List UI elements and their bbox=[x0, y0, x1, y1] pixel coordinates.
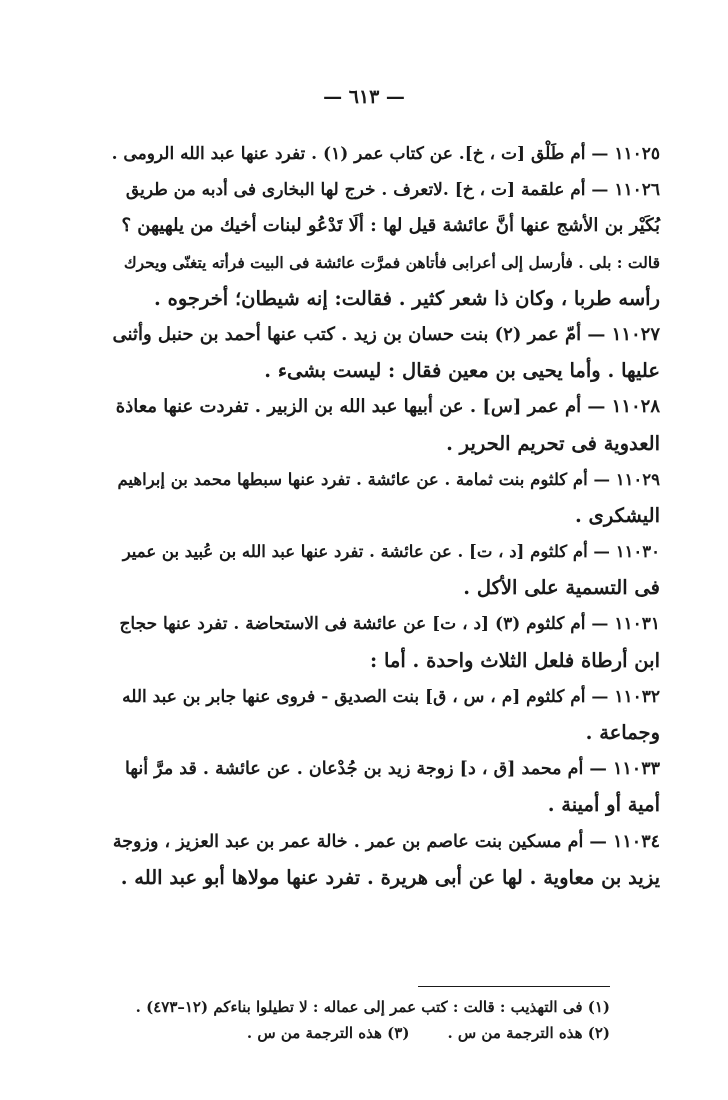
body-text bbox=[112, 136, 660, 896]
text-line: ١١٠٢٨ — أم عمر [س] . عن أبيها عبد الله بن الزبير . تفردت عنها معاذة bbox=[115, 396, 660, 418]
text-line: اليشكرى . bbox=[574, 503, 660, 527]
entry-11029 bbox=[112, 462, 660, 534]
text-line: ١١٠٣٣ — أم محمد [ق ، د] زوجة زيد بن جُدْعان . عن عائشة . قد مرَّ أنها bbox=[124, 759, 660, 780]
footnote-2: (٢) هذه الترجمة من س . bbox=[447, 1024, 610, 1042]
footnote-divider bbox=[418, 986, 610, 987]
entry-11031 bbox=[112, 606, 660, 678]
text-line: ابن أرطاة فلعل الثلاث واحدة . أما : bbox=[369, 648, 660, 672]
entry-11032 bbox=[112, 679, 660, 751]
text-line: فى التسمية على الأكل . bbox=[463, 576, 660, 600]
text-line: ١١٠٢٩ — أم كلثوم بنت ثمامة . عن عائشة . تفرد عنها سبطها محمد بن إبراهيم bbox=[117, 469, 660, 489]
text-line: ١١٠٣١ — أم كلثوم (٣) [د ، ت] عن عائشة فى الاستحاضة . تفرد عنها حجاج bbox=[119, 614, 660, 635]
entry-11030 bbox=[112, 534, 660, 606]
text-line: ١١٠٢٦ — أم علقمة [ت ، خ] .لاتعرف . خرج لها البخارى فى أدبه من طريق bbox=[125, 180, 660, 201]
entry-11026 bbox=[112, 172, 660, 317]
text-line: ١١٠٣٢ — أم كلثوم [م ، س ، ق] بنت الصديق - فروى عنها جابر بن عبد الله bbox=[122, 686, 660, 707]
text-line: قالت : بلى . فأرسل إلى أعرابى فأتاهن فمرَّت عائشة فى البيت فرأته يتغنّى ويحرك bbox=[123, 252, 660, 272]
text-line: ١١٠٣٠ — أم كلثوم [د ، ت] . عن عائشة . تفرد عنها عبد الله بن عُبيد بن عمير bbox=[122, 542, 660, 562]
entry-11034 bbox=[112, 824, 660, 896]
text-line: أمية أو أمينة . bbox=[547, 793, 660, 817]
text-line: عليها . وأما يحيى بن معين فقال : ليست بشىء . bbox=[264, 359, 660, 383]
text-line: يزيد بن معاوية . لها عن أبى هريرة . تفرد عنها مولاها أبو عبد الله . bbox=[120, 865, 660, 889]
entry-11033 bbox=[112, 751, 660, 823]
entry-11025 bbox=[112, 136, 660, 172]
text-line: رأسه طربا ، وكان ذا شعر كثير . فقالت: إنه شيطان؛ أخرجوه . bbox=[154, 286, 660, 310]
text-line: بُكَيْر بن الأشج عنها أنَّ عائشة قيل لها : ألَا تَدْعُو لبنات أخيك من يلهيهن ؟ bbox=[121, 215, 660, 237]
text-line: ١١٠٢٥ — أم طَلْق [ت ، خ]. عن كتاب عمر (١) . تفرد عنها عبد الله الرومى . bbox=[111, 144, 660, 164]
entry-11028 bbox=[112, 389, 660, 461]
footnotes bbox=[90, 994, 610, 1046]
text-line: وجماعة . bbox=[585, 721, 660, 744]
footnote-3: (٣) هذه الترجمة من س . bbox=[246, 1024, 410, 1042]
text-line: ١١٠٣٤ — أم مسكين بنت عاصم بن عمر . خالة عمر بن عبد العزيز ، وزوجة bbox=[112, 831, 660, 852]
page-number: — ٦١٣ — bbox=[323, 86, 405, 108]
footnote-1: (١) فى التهذيب : قالت : كتب عمر إلى عماله : لا تطيلوا بناءكم (١٢–٤٧٣) . bbox=[135, 998, 610, 1016]
text-line: العدوية فى تحريم الحرير . bbox=[446, 431, 660, 455]
entry-11027 bbox=[112, 317, 660, 389]
footnote-row bbox=[90, 1020, 610, 1046]
text-line: ١١٠٢٧ — أمّ عمر (٢) بنت حسان بن زيد . كتب عنها أحمد بن حنبل وأثنى bbox=[112, 323, 660, 345]
